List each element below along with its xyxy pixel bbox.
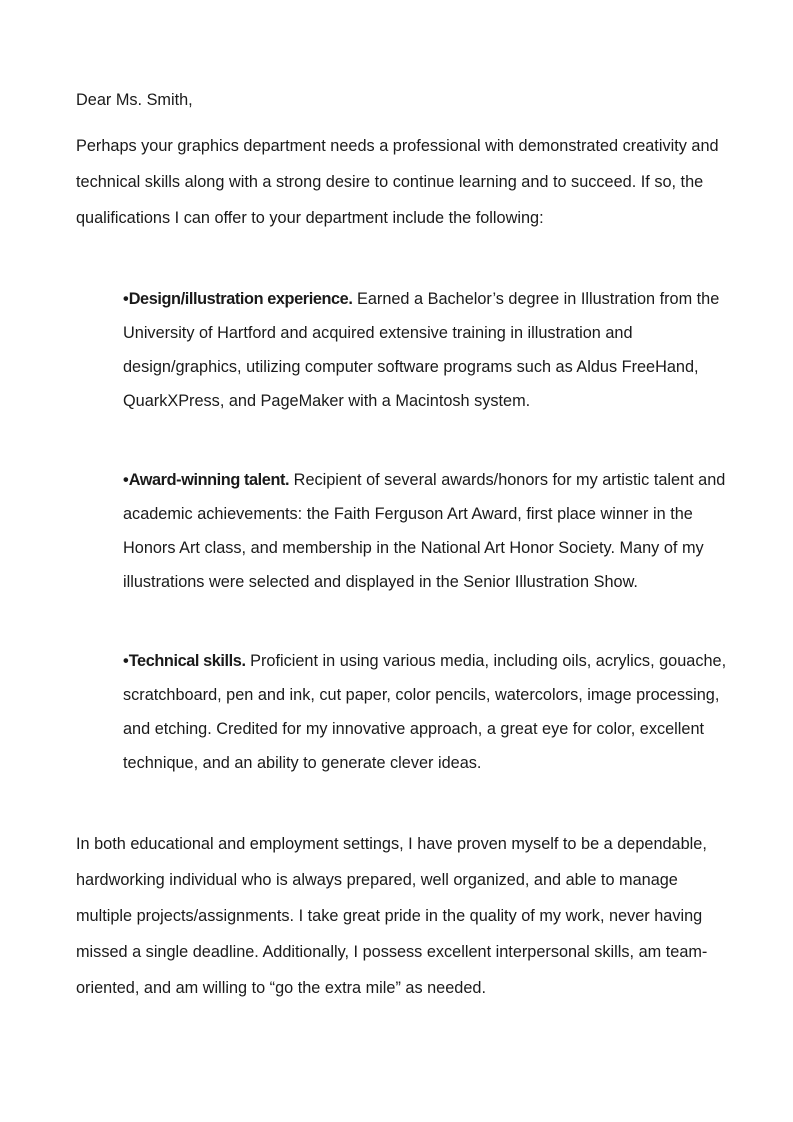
bullet-icon: • [123,290,129,308]
salutation: Dear Ms. Smith, [76,91,193,109]
qualification-heading: Award-winning talent. [128,471,290,489]
qualification-text: Proficient in using various media, including oils, acrylics, gouache, scratchboard, pen and ink, cut paper, color pencils, watercolors, image processing, and etching. Credited for my innovative approach, a great eye for color, excellent technique, and an ability to generate clever ideas. [123,652,727,772]
qualification-item-design [123,282,733,418]
qualification-item-technical [123,644,733,780]
intro-paragraph: Perhaps your graphics department needs a professional with demonstrated creativity and technical skills along with a strong desire to continue learning and to succeed. If so, the qualifications I can offer to your department include the following: [76,137,719,227]
qualification-heading: Design/illustration experience. [128,290,353,308]
qualification-heading: Technical skills. [128,652,246,670]
bullet-icon: • [123,652,129,670]
qualification-text: Recipient of several awards/honors for my artistic talent and academic achievements: the Faith Ferguson Art Award, first place winner in the Honors Art class, and membership in the National Art Honor Society. Many of my illustrations were selected and displayed in the Senior Illustration Show. [123,471,726,591]
bullet-icon: • [123,471,129,489]
qualification-text: Earned a Bachelor’s degree in Illustration from the University of Hartford and acquired extensive training in illustration and design/graphics, utilizing computer software programs such as Aldus FreeHand, QuarkXPress, and PageMaker with a Macintosh system. [123,290,720,410]
qualification-item-award [123,463,733,599]
closing-paragraph: In both educational and employment settings, I have proven myself to be a dependable, hardworking individual who is always prepared, well organized, and able to manage multiple projects/assignments. I take great pride in the quality of my work, never having missed a single deadline. Additionally, I possess excellent interpersonal skills, am team-oriented, and am willing to “go the extra mile” as needed. [76,835,708,997]
